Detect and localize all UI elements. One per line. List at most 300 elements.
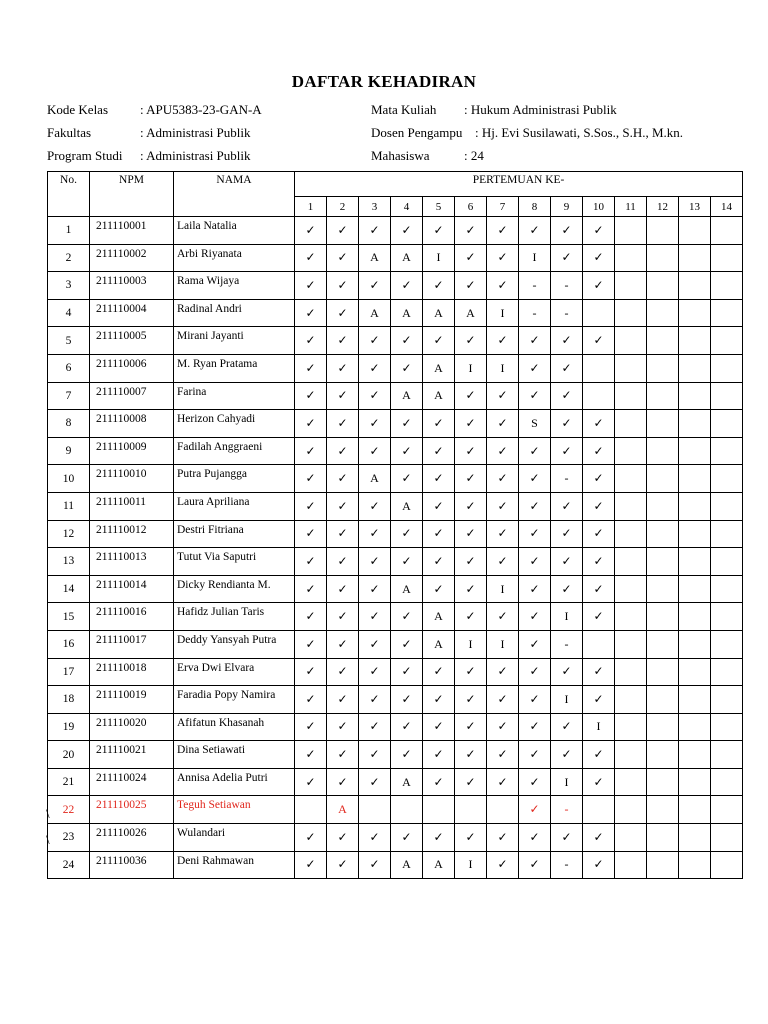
attendance-mark xyxy=(711,768,743,796)
student-npm: 211110002 xyxy=(90,244,174,272)
meeting-number: 14 xyxy=(711,197,743,217)
attendance-mark xyxy=(711,713,743,741)
attendance-mark xyxy=(679,658,711,686)
attendance-mark: ✓ xyxy=(359,713,391,741)
attendance-mark xyxy=(647,272,679,300)
row-number: 18 xyxy=(48,686,90,714)
attendance-mark xyxy=(615,603,647,631)
attendance-mark xyxy=(647,741,679,769)
attendance-mark: ✓ xyxy=(327,768,359,796)
attendance-mark: ✓ xyxy=(295,437,327,465)
attendance-mark: ✓ xyxy=(359,437,391,465)
attendance-mark: ✓ xyxy=(455,768,487,796)
attendance-mark xyxy=(615,630,647,658)
meeting-number: 5 xyxy=(423,197,455,217)
prodi-value: : Administrasi Publik xyxy=(140,148,251,163)
attendance-mark: - xyxy=(551,465,583,493)
header-nama: NAMA xyxy=(174,172,295,217)
attendance-mark: ✓ xyxy=(423,465,455,493)
student-name: Tutut Via Saputri xyxy=(174,548,295,576)
attendance-mark: I xyxy=(455,630,487,658)
attendance-mark: ✓ xyxy=(391,410,423,438)
row-number: 15 xyxy=(48,603,90,631)
meeting-number: 12 xyxy=(647,197,679,217)
attendance-mark: ✓ xyxy=(487,437,519,465)
attendance-mark: - xyxy=(551,299,583,327)
attendance-mark xyxy=(615,327,647,355)
attendance-mark: I xyxy=(487,354,519,382)
attendance-mark: ✓ xyxy=(551,548,583,576)
attendance-mark: I xyxy=(487,299,519,327)
attendance-mark: ✓ xyxy=(583,244,615,272)
row-number: 16 xyxy=(48,630,90,658)
attendance-mark: ✓ xyxy=(487,658,519,686)
student-name: M. Ryan Pratama xyxy=(174,354,295,382)
student-name: Wulandari xyxy=(174,824,295,852)
student-npm: 211110024 xyxy=(90,768,174,796)
attendance-mark xyxy=(615,548,647,576)
attendance-mark xyxy=(615,768,647,796)
attendance-mark: ✓ xyxy=(295,548,327,576)
attendance-mark xyxy=(679,299,711,327)
attendance-mark xyxy=(711,741,743,769)
attendance-mark: ✓ xyxy=(327,299,359,327)
attendance-mark xyxy=(583,630,615,658)
attendance-mark: ✓ xyxy=(327,575,359,603)
attendance-mark xyxy=(647,796,679,824)
attendance-mark xyxy=(711,492,743,520)
table-row xyxy=(48,548,743,576)
attendance-mark: ✓ xyxy=(295,741,327,769)
student-name: Deni Rahmawan xyxy=(174,851,295,879)
student-npm: 211110013 xyxy=(90,548,174,576)
attendance-mark xyxy=(647,603,679,631)
attendance-mark: ✓ xyxy=(519,603,551,631)
attendance-mark xyxy=(647,465,679,493)
student-name: Arbi Riyanata xyxy=(174,244,295,272)
attendance-mark: ✓ xyxy=(519,548,551,576)
attendance-mark: ✓ xyxy=(391,272,423,300)
attendance-mark: ✓ xyxy=(295,465,327,493)
attendance-mark: ✓ xyxy=(359,492,391,520)
attendance-mark: ✓ xyxy=(327,713,359,741)
student-npm: 211110005 xyxy=(90,327,174,355)
attendance-mark: ✓ xyxy=(487,244,519,272)
row-number: 3 xyxy=(48,272,90,300)
student-name: Erva Dwi Elvara xyxy=(174,658,295,686)
table-row xyxy=(48,630,743,658)
attendance-mark: S xyxy=(519,410,551,438)
attendance-mark xyxy=(647,437,679,465)
attendance-mark: ✓ xyxy=(455,244,487,272)
row-number: 10 xyxy=(48,465,90,493)
attendance-mark xyxy=(711,686,743,714)
attendance-mark: ✓ xyxy=(391,520,423,548)
table-row xyxy=(48,299,743,327)
student-name: Annisa Adelia Putri xyxy=(174,768,295,796)
header-row xyxy=(48,172,743,197)
row-number: 5 xyxy=(48,327,90,355)
attendance-mark xyxy=(615,492,647,520)
attendance-mark xyxy=(679,824,711,852)
student-npm: 211110003 xyxy=(90,272,174,300)
footer-mark-1: \ xyxy=(46,806,50,821)
attendance-mark: ✓ xyxy=(455,272,487,300)
attendance-mark xyxy=(615,465,647,493)
attendance-mark xyxy=(679,851,711,879)
meeting-number: 8 xyxy=(519,197,551,217)
kode-kelas-label: Kode Kelas xyxy=(47,102,109,117)
fakultas-label: Fakultas xyxy=(47,125,92,140)
attendance-mark: ✓ xyxy=(519,575,551,603)
attendance-mark: ✓ xyxy=(583,658,615,686)
attendance-mark: A xyxy=(391,382,423,410)
attendance-mark: ✓ xyxy=(295,713,327,741)
attendance-mark: ✓ xyxy=(295,354,327,382)
attendance-mark: A xyxy=(391,851,423,879)
attendance-mark xyxy=(583,382,615,410)
attendance-mark: ✓ xyxy=(519,354,551,382)
attendance-mark: ✓ xyxy=(551,437,583,465)
attendance-mark xyxy=(615,437,647,465)
attendance-mark: ✓ xyxy=(295,630,327,658)
row-number: 11 xyxy=(48,492,90,520)
attendance-mark: ✓ xyxy=(583,410,615,438)
student-npm: 211110007 xyxy=(90,382,174,410)
attendance-mark: A xyxy=(327,796,359,824)
attendance-mark xyxy=(711,410,743,438)
attendance-mark xyxy=(583,796,615,824)
attendance-mark: ✓ xyxy=(359,658,391,686)
attendance-mark: A xyxy=(455,299,487,327)
attendance-mark: ✓ xyxy=(487,217,519,245)
attendance-mark: ✓ xyxy=(583,851,615,879)
attendance-mark xyxy=(647,382,679,410)
student-name: Laura Apriliana xyxy=(174,492,295,520)
attendance-mark: ✓ xyxy=(455,575,487,603)
attendance-mark xyxy=(711,299,743,327)
attendance-mark xyxy=(679,437,711,465)
attendance-mark: ✓ xyxy=(487,851,519,879)
attendance-mark: ✓ xyxy=(359,741,391,769)
table-row xyxy=(48,492,743,520)
attendance-mark xyxy=(647,768,679,796)
attendance-mark: ✓ xyxy=(391,437,423,465)
attendance-mark: A xyxy=(423,630,455,658)
attendance-mark xyxy=(615,741,647,769)
attendance-mark: ✓ xyxy=(391,217,423,245)
attendance-mark: ✓ xyxy=(359,520,391,548)
attendance-mark: ✓ xyxy=(519,520,551,548)
mahasiswa-label: Mahasiswa xyxy=(371,148,430,163)
attendance-mark xyxy=(647,548,679,576)
attendance-mark: ✓ xyxy=(391,713,423,741)
attendance-mark: ✓ xyxy=(551,327,583,355)
attendance-mark: ✓ xyxy=(423,658,455,686)
attendance-mark: ✓ xyxy=(327,272,359,300)
meeting-number: 10 xyxy=(583,197,615,217)
attendance-mark: ✓ xyxy=(487,327,519,355)
attendance-mark: ✓ xyxy=(519,658,551,686)
attendance-table xyxy=(47,171,743,879)
student-npm: 211110025 xyxy=(90,796,174,824)
attendance-mark: ✓ xyxy=(327,658,359,686)
attendance-mark: ✓ xyxy=(327,437,359,465)
attendance-mark: ✓ xyxy=(359,686,391,714)
attendance-mark: A xyxy=(391,575,423,603)
row-number: 23 xyxy=(48,824,90,852)
attendance-mark xyxy=(647,299,679,327)
attendance-mark: ✓ xyxy=(487,603,519,631)
attendance-mark xyxy=(647,327,679,355)
attendance-mark: ✓ xyxy=(327,520,359,548)
attendance-mark: ✓ xyxy=(583,603,615,631)
attendance-mark: ✓ xyxy=(295,520,327,548)
attendance-mark: ✓ xyxy=(583,520,615,548)
student-name: Laila Natalia xyxy=(174,217,295,245)
attendance-mark xyxy=(615,658,647,686)
student-npm: 211110011 xyxy=(90,492,174,520)
table-row xyxy=(48,824,743,852)
attendance-mark xyxy=(679,768,711,796)
attendance-mark: ✓ xyxy=(487,492,519,520)
attendance-mark: ✓ xyxy=(519,437,551,465)
student-npm: 211110020 xyxy=(90,713,174,741)
attendance-mark xyxy=(647,354,679,382)
attendance-mark xyxy=(711,244,743,272)
attendance-mark: ✓ xyxy=(423,741,455,769)
attendance-mark: ✓ xyxy=(327,382,359,410)
row-number: 1 xyxy=(48,217,90,245)
attendance-mark: ✓ xyxy=(519,465,551,493)
attendance-mark: ✓ xyxy=(391,658,423,686)
attendance-mark: ✓ xyxy=(583,741,615,769)
attendance-mark: ✓ xyxy=(551,354,583,382)
attendance-mark xyxy=(679,244,711,272)
attendance-mark xyxy=(615,520,647,548)
attendance-mark: ✓ xyxy=(519,686,551,714)
attendance-mark xyxy=(647,492,679,520)
attendance-mark: ✓ xyxy=(327,603,359,631)
student-name: Deddy Yansyah Putra xyxy=(174,630,295,658)
attendance-mark xyxy=(679,603,711,631)
student-npm: 211110019 xyxy=(90,686,174,714)
attendance-mark xyxy=(615,410,647,438)
attendance-mark xyxy=(711,658,743,686)
attendance-mark: ✓ xyxy=(551,492,583,520)
attendance-mark xyxy=(679,382,711,410)
attendance-mark xyxy=(647,217,679,245)
attendance-mark: ✓ xyxy=(359,548,391,576)
row-number: 4 xyxy=(48,299,90,327)
attendance-mark: I xyxy=(423,244,455,272)
attendance-mark: ✓ xyxy=(551,382,583,410)
row-number: 13 xyxy=(48,548,90,576)
attendance-mark: ✓ xyxy=(551,575,583,603)
attendance-mark: ✓ xyxy=(327,630,359,658)
attendance-mark: ✓ xyxy=(487,520,519,548)
row-number: 14 xyxy=(48,575,90,603)
student-npm: 211110017 xyxy=(90,630,174,658)
attendance-mark: ✓ xyxy=(519,382,551,410)
attendance-mark xyxy=(711,796,743,824)
attendance-mark xyxy=(615,824,647,852)
matkul-value: : Hukum Administrasi Publik xyxy=(464,102,617,117)
attendance-mark: ✓ xyxy=(423,548,455,576)
fakultas-value: : Administrasi Publik xyxy=(140,125,251,140)
attendance-mark: ✓ xyxy=(423,575,455,603)
meeting-number: 4 xyxy=(391,197,423,217)
attendance-mark: ✓ xyxy=(551,217,583,245)
attendance-mark: ✓ xyxy=(455,713,487,741)
attendance-mark xyxy=(615,382,647,410)
attendance-mark: ✓ xyxy=(455,327,487,355)
attendance-mark: I xyxy=(487,575,519,603)
attendance-mark xyxy=(679,548,711,576)
attendance-mark: ✓ xyxy=(487,465,519,493)
attendance-mark: ✓ xyxy=(359,851,391,879)
attendance-mark: ✓ xyxy=(327,686,359,714)
meeting-number: 1 xyxy=(295,197,327,217)
meeting-number: 6 xyxy=(455,197,487,217)
attendance-mark: ✓ xyxy=(327,465,359,493)
attendance-mark: ✓ xyxy=(327,851,359,879)
attendance-mark: ✓ xyxy=(391,824,423,852)
row-number: 22 xyxy=(48,796,90,824)
attendance-mark: ✓ xyxy=(327,824,359,852)
attendance-mark: ✓ xyxy=(327,548,359,576)
attendance-mark: ✓ xyxy=(359,824,391,852)
attendance-mark: ✓ xyxy=(359,410,391,438)
attendance-mark xyxy=(647,410,679,438)
attendance-mark xyxy=(647,658,679,686)
attendance-mark xyxy=(679,796,711,824)
table-row xyxy=(48,354,743,382)
attendance-mark: ✓ xyxy=(583,575,615,603)
attendance-mark xyxy=(487,796,519,824)
attendance-mark: ✓ xyxy=(391,686,423,714)
attendance-mark: ✓ xyxy=(295,575,327,603)
header-no: No. xyxy=(48,172,90,217)
attendance-mark: ✓ xyxy=(551,520,583,548)
attendance-mark: ✓ xyxy=(519,824,551,852)
attendance-mark xyxy=(711,520,743,548)
attendance-mark xyxy=(679,465,711,493)
attendance-mark xyxy=(615,299,647,327)
attendance-mark: A xyxy=(391,299,423,327)
attendance-mark: ✓ xyxy=(455,603,487,631)
attendance-mark xyxy=(455,796,487,824)
attendance-mark: ✓ xyxy=(551,741,583,769)
attendance-mark xyxy=(711,824,743,852)
attendance-mark: I xyxy=(455,354,487,382)
attendance-mark xyxy=(711,327,743,355)
attendance-mark: ✓ xyxy=(455,217,487,245)
attendance-mark: ✓ xyxy=(391,548,423,576)
student-name: Dicky Rendianta M. xyxy=(174,575,295,603)
attendance-mark: I xyxy=(551,603,583,631)
attendance-mark: ✓ xyxy=(455,492,487,520)
student-npm: 211110006 xyxy=(90,354,174,382)
attendance-mark xyxy=(679,686,711,714)
table-row xyxy=(48,603,743,631)
table-row xyxy=(48,575,743,603)
attendance-mark: ✓ xyxy=(423,686,455,714)
header-npm: NPM xyxy=(90,172,174,217)
attendance-mark xyxy=(679,713,711,741)
attendance-mark: ✓ xyxy=(391,630,423,658)
attendance-mark xyxy=(647,686,679,714)
row-number: 17 xyxy=(48,658,90,686)
student-npm: 211110001 xyxy=(90,217,174,245)
attendance-mark: ✓ xyxy=(423,824,455,852)
attendance-mark xyxy=(679,217,711,245)
meeting-number: 13 xyxy=(679,197,711,217)
attendance-mark: A xyxy=(359,299,391,327)
attendance-mark: ✓ xyxy=(519,768,551,796)
attendance-mark: ✓ xyxy=(391,603,423,631)
attendance-mark: ✓ xyxy=(295,244,327,272)
attendance-mark xyxy=(711,465,743,493)
attendance-mark: A xyxy=(359,244,391,272)
attendance-mark: ✓ xyxy=(423,492,455,520)
attendance-mark: ✓ xyxy=(359,382,391,410)
attendance-mark: ✓ xyxy=(487,272,519,300)
attendance-mark xyxy=(711,548,743,576)
attendance-mark: ✓ xyxy=(519,713,551,741)
attendance-mark: I xyxy=(455,851,487,879)
attendance-mark: - xyxy=(551,851,583,879)
attendance-mark: I xyxy=(519,244,551,272)
student-name: Afifatun Khasanah xyxy=(174,713,295,741)
student-npm: 211110016 xyxy=(90,603,174,631)
attendance-mark: ✓ xyxy=(295,410,327,438)
meeting-number: 11 xyxy=(615,197,647,217)
row-number: 21 xyxy=(48,768,90,796)
attendance-mark: ✓ xyxy=(583,327,615,355)
row-number: 6 xyxy=(48,354,90,382)
table-row xyxy=(48,713,743,741)
meeting-number: 9 xyxy=(551,197,583,217)
attendance-mark: ✓ xyxy=(359,603,391,631)
attendance-mark: ✓ xyxy=(487,741,519,769)
attendance-mark: ✓ xyxy=(583,272,615,300)
row-number: 12 xyxy=(48,520,90,548)
attendance-mark xyxy=(615,851,647,879)
student-name: Fadilah Anggraeni xyxy=(174,437,295,465)
attendance-mark xyxy=(615,244,647,272)
table-row xyxy=(48,217,743,245)
page-title: DAFTAR KEHADIRAN xyxy=(291,72,477,91)
attendance-mark: I xyxy=(583,713,615,741)
attendance-mark xyxy=(711,575,743,603)
row-number: 19 xyxy=(48,713,90,741)
attendance-mark: ✓ xyxy=(455,741,487,769)
attendance-mark: ✓ xyxy=(551,824,583,852)
attendance-mark xyxy=(647,520,679,548)
attendance-mark: ✓ xyxy=(487,768,519,796)
attendance-mark: ✓ xyxy=(455,520,487,548)
attendance-mark: ✓ xyxy=(391,354,423,382)
attendance-mark xyxy=(711,630,743,658)
attendance-mark: ✓ xyxy=(551,244,583,272)
attendance-mark: ✓ xyxy=(359,630,391,658)
attendance-mark: ✓ xyxy=(583,492,615,520)
attendance-mark xyxy=(647,851,679,879)
attendance-mark xyxy=(711,603,743,631)
attendance-mark: ✓ xyxy=(295,851,327,879)
student-npm: 211110010 xyxy=(90,465,174,493)
